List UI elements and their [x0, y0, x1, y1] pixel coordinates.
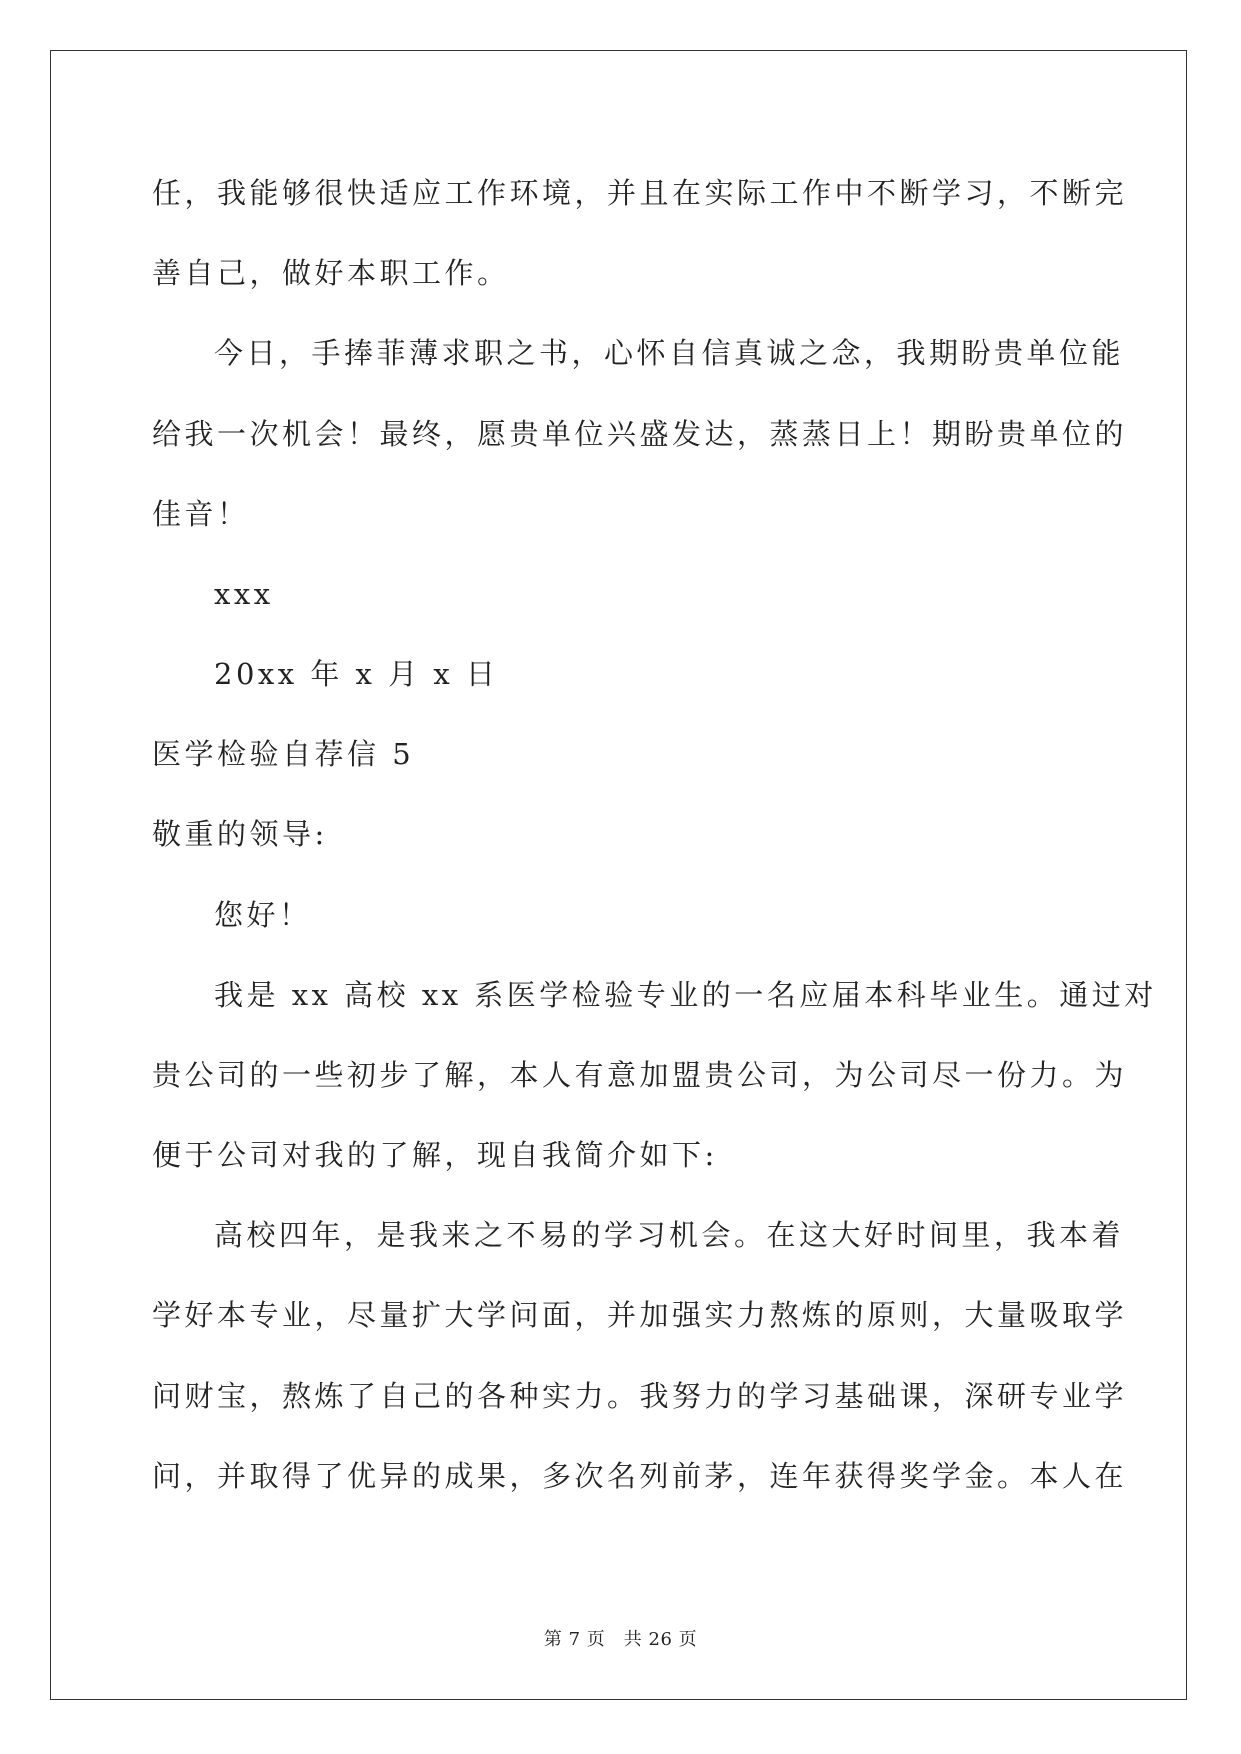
text-line: 任，我能够很快适应工作环境，并且在实际工作中不断学习，不断完 — [152, 176, 1128, 210]
text-line: 学好本专业，尽量扩大学问面，并加强实力熬炼的原则，大量吸取学 — [152, 1298, 1128, 1332]
page-number-footer: 第 7 页 共 26 页 — [543, 1629, 698, 1650]
text-line: 给我一次机会！最终，愿贵单位兴盛发达，蒸蒸日上！期盼贵单位的 — [152, 417, 1128, 451]
paragraph-start-line: 我是 xx 高校 xx 系医学检验专业的一名应届本科毕业生。通过对 — [214, 978, 1157, 1012]
paragraph-start-line: 今日，手捧菲薄求职之书，心怀自信真诚之念，我期盼贵单位能 — [214, 336, 1125, 370]
text-line: 贵公司的一些初步了解，本人有意加盟贵公司，为公司尽一份力。为 — [152, 1058, 1128, 1092]
text-line: 问，并取得了优异的成果，多次名列前茅，连年获得奖学金。本人在 — [152, 1459, 1128, 1493]
text-line: 佳音！ — [152, 497, 250, 531]
paragraph-start-line: 高校四年，是我来之不易的学习机会。在这大好时间里，我本着 — [214, 1218, 1125, 1252]
section-heading: 医学检验自荐信 5 — [152, 737, 415, 771]
text-line: 便于公司对我的了解，现自我简介如下: — [152, 1138, 718, 1172]
greeting: 您好！ — [214, 898, 312, 932]
page-border — [50, 50, 1187, 1700]
signature-date: 20xx 年 x 月 x 日 — [214, 657, 499, 691]
text-line: 善自己，做好本职工作。 — [152, 256, 510, 290]
text-line: 问财宝，熬炼了自己的各种实力。我努力的学习基础课，深研专业学 — [152, 1379, 1128, 1413]
signature-name: xxx — [214, 577, 274, 611]
salutation: 敬重的领导: — [152, 817, 328, 851]
